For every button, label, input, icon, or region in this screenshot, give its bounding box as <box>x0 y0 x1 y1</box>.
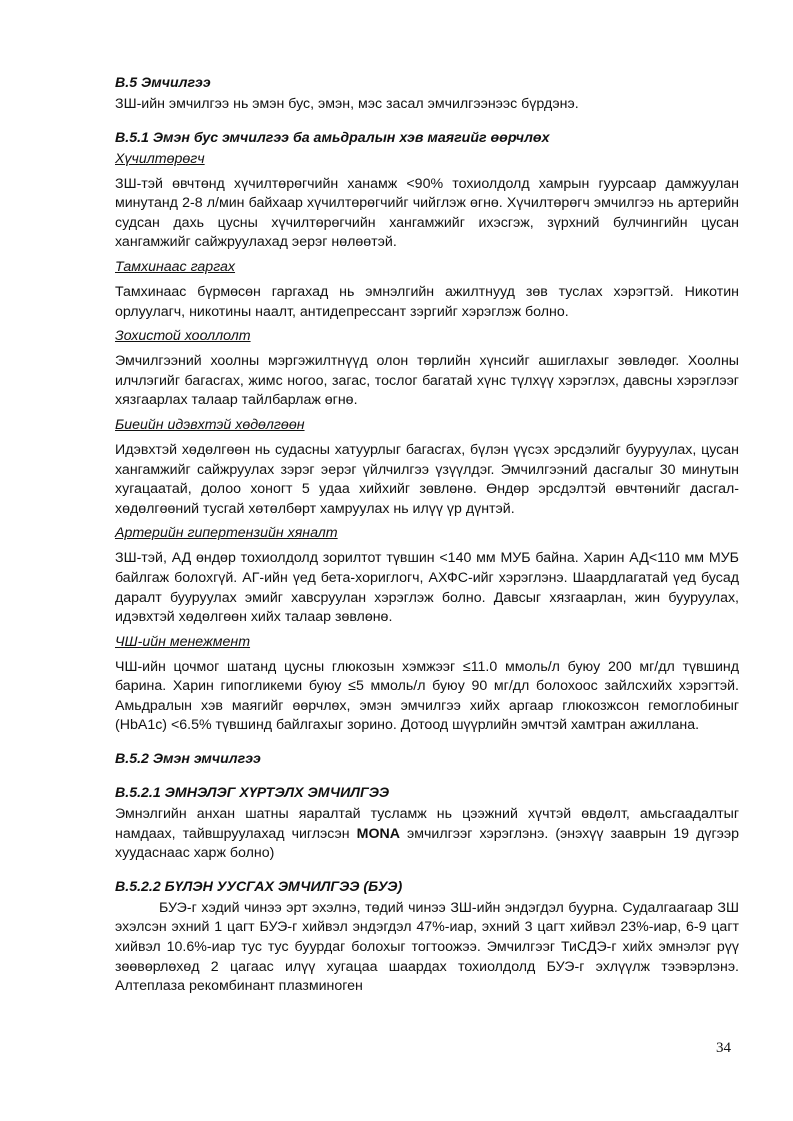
section-title-b51: B.5.1 Эмэн бус эмчилгээ ба амьдралын хэв маягийг өөрчлөх <box>115 129 550 146</box>
paragraph-b521-text-end: эмчилгээг хэрэглэнэ. (энэхүү зааврын 19 дүгээр хуудаснаас харж болно) <box>115 825 740 862</box>
page-number: 34 <box>716 1040 731 1056</box>
subheading-smoking: Тамхинаас гаргах <box>115 258 236 275</box>
paragraph-oxygen: ЗШ-тэй өвчтөнд хүчилтөрөгчийн ханамж <90% тохиолдолд хамрын гуурсаар дамжуулан минутанд 2-8 л/мин байхаар хүчилтөрөгчийг чийглэж өгнө. Хүчилтөрөгч эмчилгээ нь артерийн судсан дахь цусны хүчилтөрөгчийн хангамжийг ихэсгэж, зүрхний булчингийн цусан хангамжийг сайжруулахад эерэг нөлөөтэй. <box>115 175 739 251</box>
section-title-b521: B.5.2.1 ЭМНЭЛЭГ ХҮРТЭЛХ ЭМЧИЛГЭЭ <box>115 785 390 802</box>
document-page <box>115 74 739 997</box>
paragraph-nutrition: Эмчилгээний хоолны мэргэжилтнүүд олон төрлийн хүнсийг ашиглахыг зөвлөдөг. Хоолны илчлэгийг багасгах, жимс ногоо, загас, тослог багатай хүнс түлхүү хэрэглэх, давсны хэрэглээг хязгаарлах талаар тайлбарлаж өгнө. <box>115 353 739 409</box>
subheading-exercise: Биеийн идэвхтэй хөдөлгөөн <box>115 416 305 433</box>
subheading-diabetes: ЧШ-ийн менежмент <box>115 633 251 650</box>
paragraph-smoking: Тамхинаас бүрмөсөн гаргахад нь эмнэлгийн ажилтнууд зөв туслах хэрэгтэй. Никотин орлуулагч, никотины наалт, антидепрессант зэргийг хэрэглэж болно. <box>115 283 739 320</box>
section-title-b522: B.5.2.2 БҮЛЭН УУСГАХ ЭМЧИЛГЭЭ (БУЭ) <box>115 878 403 895</box>
subheading-nutrition: Зохистой хооллолт <box>115 328 251 345</box>
subheading-oxygen: Хүчилтөрөгч <box>115 150 205 167</box>
section-title-b5: B.5 Эмчилгээ <box>115 75 211 91</box>
subheading-hypertension: Артерийн гипертензийн хяналт <box>115 525 338 542</box>
paragraph-hypertension: ЗШ-тэй, АД өндөр тохиолдолд зорилтот түвшин <140 мм МУБ байна. Харин АД<110 мм МУБ байлгаж болохгүй. АГ-ийн үед бета-хориглогч, АХФС-ийг хэрэглэнэ. Шаардлагатай үед бусад даралт бууруулах эмийг хавсруулан хэрэглэж болно. Давсыг хязгаарлан, жин бууруулах, идэвхтэй хөдөлгөөн хийх талаар зөвлөнө. <box>115 550 739 626</box>
paragraph-b521-text-start: Эмнэлгийн анхан шатны яаралтай тусламж нь цээжний хүчтэй өвдөлт, амьсгаадалтыг намдаах, тайвшруулахад чиглэсэн <box>115 806 739 842</box>
paragraph-diabetes: ЧШ-ийн цочмог шатанд цусны глюкозын хэмжээг ≤11.0 ммоль/л буюу 200 мг/дл түвшинд барина. Харин гипогликеми буюу ≤5 ммоль/л буюу 90 мг/дл болохоос зайлсхийх хэрэгтэй. Амьдралын хэв маягийг өөрчлөх, эмэн эмчилгээ хийх аргаар глюкозжсон гемоглобиныг (HbA1c) <6.5% түвшинд байлгахыг зорино. Дотоод шүүрлийн эмчтэй хамтран ажиллана. <box>115 658 739 734</box>
paragraph-b5-intro: ЗШ-ийн эмчилгээ нь эмэн бус, эмэн, мэс засал эмчилгээнээс бүрдэнэ. <box>115 96 579 112</box>
paragraph-b521 <box>115 805 739 864</box>
paragraph-b522: БУЭ-г хэдий чинээ эрт эхэлнэ, төдий чинээ ЗШ-ийн эндэгдэл буурна. Судалгаагаар ЗШ эхэлсэн эхний 1 цагт БУЭ-г хийвэл эндэгдэл 47%-иар, эхний 3 цагт хийвэл 23%-иар, 6-9 цагт хийвэл 10.6%-иар тус тус буурдаг болохыг тогтоожээ. Эмчилгээг ТиСДЭ-г хийх эмнэлэг рүү зөөвөрлөхөд 2 цагаас илүү хугацаа шаардах тохиолдолд БУЭ-г эхлүүлж тээвэрлэнэ. Алтеплаза рекомбинант плазминоген <box>115 899 739 995</box>
section-title-b52: B.5.2 Эмэн эмчилгээ <box>115 751 261 768</box>
paragraph-exercise: Идэвхтэй хөдөлгөөн нь судасны хатуурлыг багасгах, бүлэн үүсэх эрсдэлийг бууруулах, цусан хангамжийг сайжруулах зэрэг эерэг үйлчилгээ үзүүлдэг. Эмчилгээний дасгалыг 30 минутын хугацаатай, долоо хоногт 5 удаа хийхийг зөвлөнө. Өндөр эрсдэлтэй өвчтөнийг дасгал-хөдөлгөөний тусгай хөтөлбөрт хамруулах нь илүү үр дүнтэй. <box>115 441 739 517</box>
mona-term: MONA <box>356 825 400 842</box>
